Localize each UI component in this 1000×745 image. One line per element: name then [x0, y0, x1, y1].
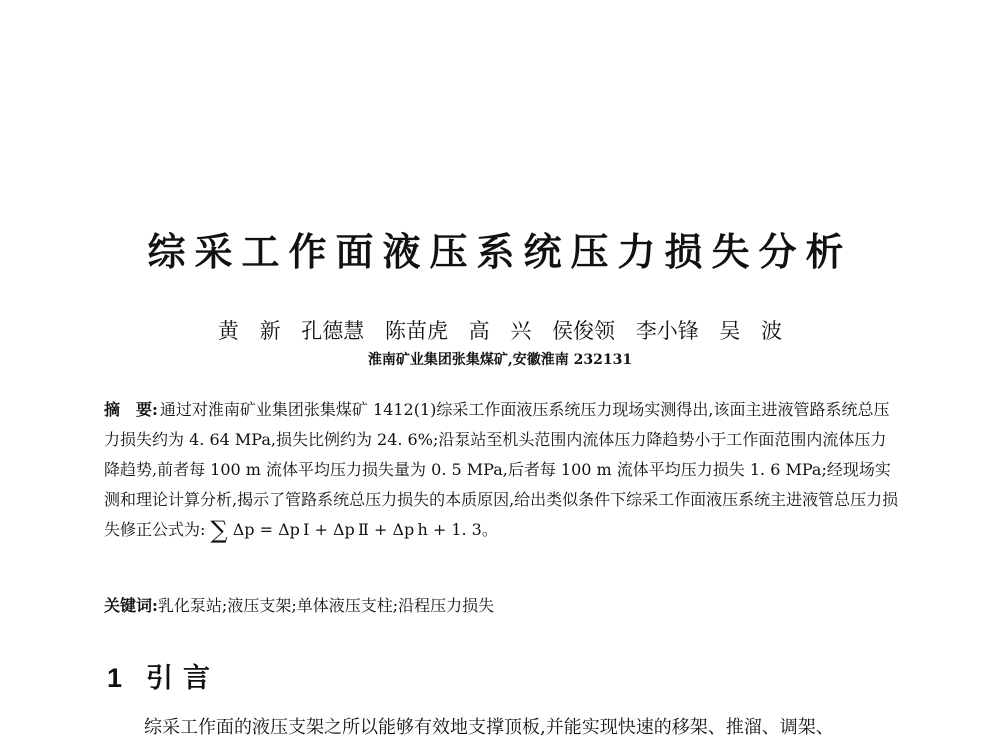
paper-title: 综采工作面液压系统压力损失分析: [147, 229, 853, 274]
keywords-text: 乳化泵站;液压支架;单体液压支柱;沿程压力损失: [157, 596, 495, 615]
section-number: 1: [107, 663, 123, 693]
author-list: [0, 317, 1000, 345]
author: 侯俊领: [552, 319, 616, 343]
section-heading: [107, 660, 220, 697]
author: 孔德慧: [301, 319, 365, 343]
abstract-text: 通过对淮南矿业集团张集煤矿 1412(1)综采工作面液压系统压力现场实测得出,该面主进液管路系统总压力损失约为 4. 64 MPa,损失比例约为 24. 6%;沿泵站至机头范围内流体压力降趋势小于工作面范围内流体压力降趋势,前者每 100 m 流体平均压力损失量为 0. 5 MPa,后者每 100 m 流体平均压力损失 1. 6 MPa;经现场实测和理论计算分析,揭示了管路系统总压力损失的本质原因,给出类似条件下综采工作面液压系统主进液管总压力损失修正公式为:: [104, 400, 899, 539]
abstract-label: 摘 要:: [104, 400, 158, 419]
keywords-label: 关键词:: [104, 596, 158, 615]
keywords: [104, 594, 900, 618]
body-paragraph: 综采工作面的液压支架之所以能够有效地支撑顶板,并能实现快速的移架、推溜、调架、: [144, 717, 834, 738]
formula-expression: Δp = Δp Ⅰ + Δp Ⅱ + Δp h + 1. 3。: [232, 520, 498, 539]
sigma-symbol: ∑: [210, 516, 228, 544]
abstract: [104, 395, 900, 545]
author: 吴 波: [719, 319, 783, 343]
author: 陈苗虎: [384, 319, 448, 343]
author: 高 兴: [468, 319, 532, 343]
author: 李小锋: [635, 319, 699, 343]
loss-formula: [210, 516, 498, 544]
affiliation: 淮南矿业集团张集煤矿,安徽淮南 232131: [367, 352, 633, 368]
author: 黄 新: [217, 319, 281, 343]
section-title: 引言: [146, 663, 221, 694]
